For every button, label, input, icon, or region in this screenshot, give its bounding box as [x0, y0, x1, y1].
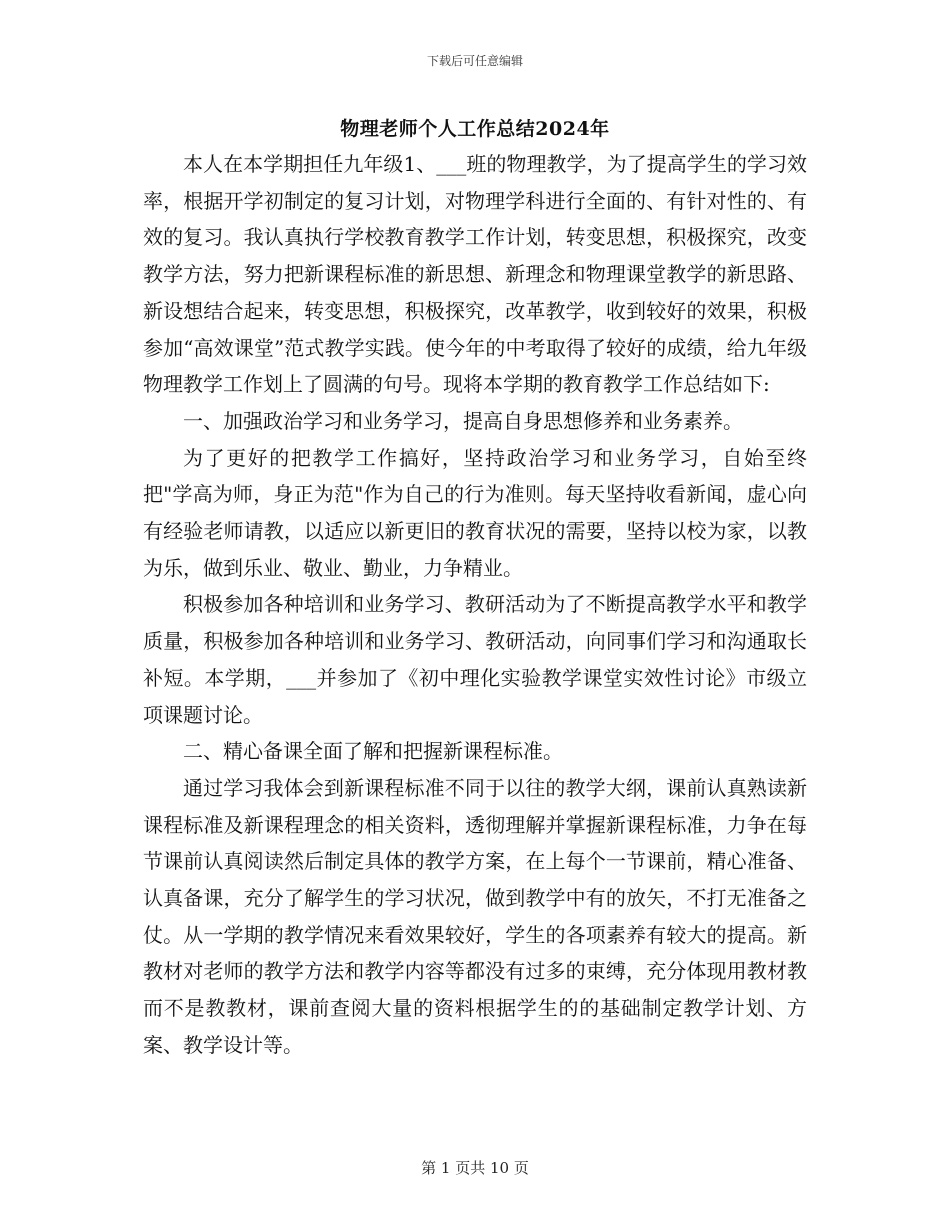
document-title: 物理老师个人工作总结2024年: [340, 118, 610, 140]
page-indicator: 第 1 页共 10 页: [421, 1159, 529, 1177]
paragraph-intro: 本人在本学期担任九年级1、___班的物理教学，为了提高学生的学习效率，根据开学初制定的复习计划，对物理学科进行全面的、有针对性的、有效的复习。我认真执行学校教育教学工作计划，转变思想，积极探究，改变教学方法，努力把新课程标准的新思想、新理念和物理课堂教学的新思路、新设想结合起来，转变思想，积极探究，改革教学，收到较好的效果，积极参加“高效课堂”范式教学实践。使今年的中考取得了较好的成绩，给九年级物理教学工作划上了圆满的句号。现将本学期的教育教学工作总结如下:: [143, 152, 807, 397]
paragraph-study: 为了更好的把教学工作搞好，坚持政治学习和业务学习，自始至终把"学高为师，身正为范"作为自己的行为准则。每天坚持收看新闻，虚心向有经验老师请教，以适应以新更旧的教育状况的需要，坚持以校为家，以教为乐，做到乐业、敬业、勤业，力争精业。: [143, 445, 807, 580]
section-heading-1: 一、加强政治学习和业务学习，提高自身思想修养和业务素养。: [183, 408, 743, 433]
download-note: 下载后可任意编辑: [426, 54, 523, 68]
document-body: [143, 146, 807, 1064]
paragraph-training: 积极参加各种培训和业务学习、教研活动为了不断提高教学水平和教学质量，积极参加各种培训和业务学习、教研活动，向同事们学习和沟通取长补短。本学期，___并参加了《初中理化实验教学课堂实效性讨论》市级立项课题讨论。: [143, 592, 807, 727]
section-heading-2: 二、精心备课全面了解和把握新课程标准。: [183, 739, 563, 764]
paragraph-preparation: 通过学习我体会到新课程标准不同于以往的教学大纲，课前认真熟读新课程标准及新课程理念的相关资料，透彻理解并掌握新课程标准，力争在每节课前认真阅读然后制定具体的教学方案，在上每个一节课前，精心准备、认真备课，充分了解学生的学习状况，做到教学中有的放矢，不打无准备之仗。从一学期的教学情况来看效果较好，学生的各项素养有较大的提高。新教材对老师的教学方法和教学内容等都没有过多的束缚，充分体现用教材教而不是教教材，课前查阅大量的资料根据学生的的基础制定教学计划、方案、教学设计等。: [143, 775, 807, 1057]
